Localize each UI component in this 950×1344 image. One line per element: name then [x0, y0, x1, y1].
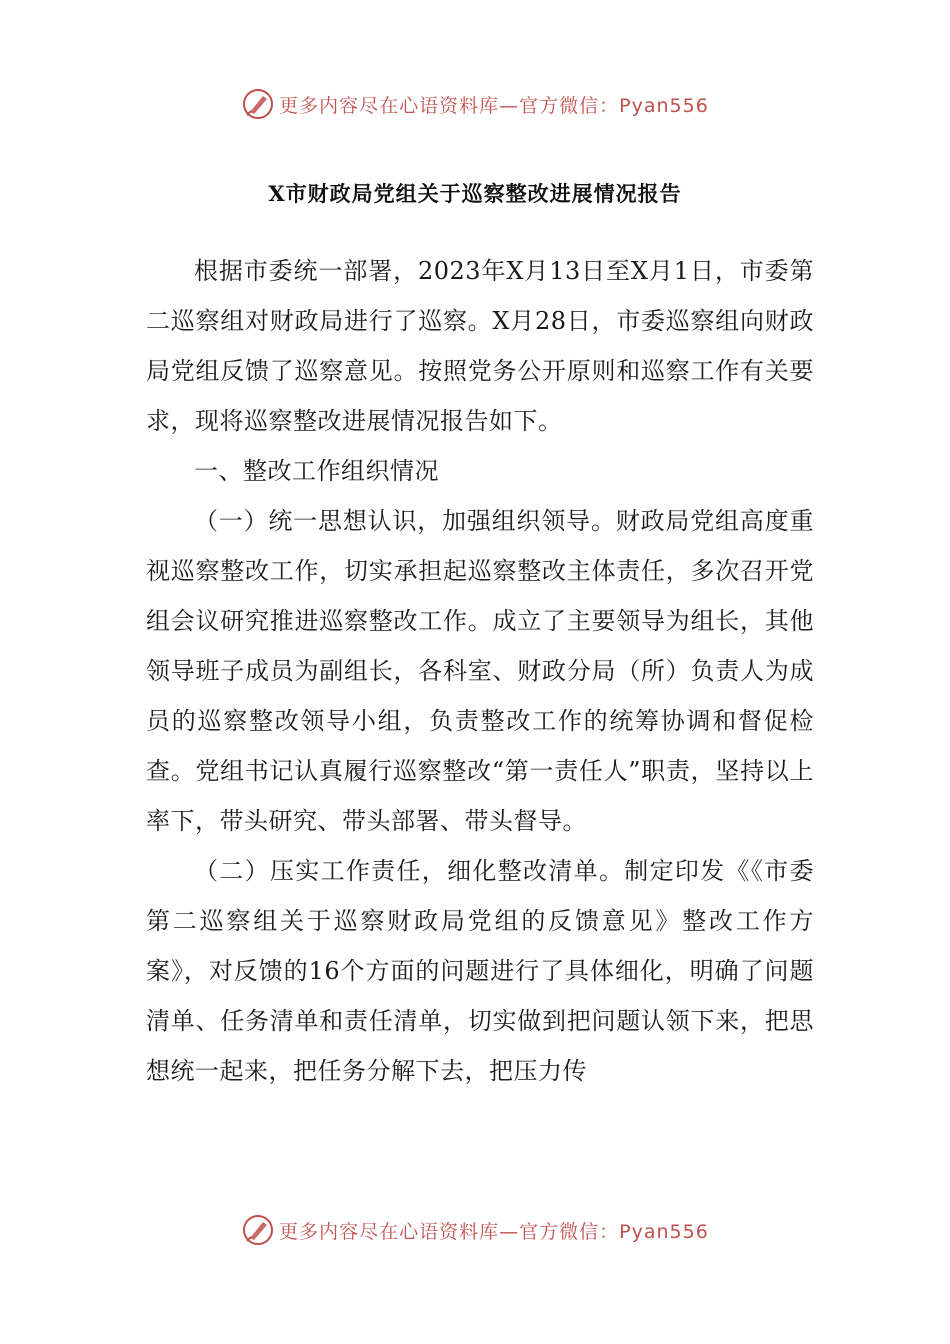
quill-pen-icon [241, 1213, 275, 1247]
watermark-footer [0, 1210, 950, 1250]
quill-pen-icon [241, 87, 275, 121]
paragraph: （二）压实工作责任，细化整改清单。制定印发《《市委第二巡察组关于巡察财政局党组的反馈意见》整改工作方案》，对反馈的16个方面的问题进行了具体细化，明确了问题清单、任务清单和责任清单，切实做到把问题认领下来，把思想统一起来，把任务分解下去，把压力传 [146, 857, 814, 1085]
section-heading: 一、整改工作组织情况 [194, 457, 439, 485]
watermark-text: 更多内容尽在心语资料库—官方微信：Pyan556 [279, 1220, 709, 1243]
watermark-text: 更多内容尽在心语资料库—官方微信：Pyan556 [279, 94, 709, 117]
watermark-header [0, 84, 950, 124]
document-title: X市财政局党组关于巡察整改进展情况报告 [268, 181, 682, 206]
paragraph: （一）统一思想认识，加强组织领导。财政局党组高度重视巡察整改工作，切实承担起巡察整改主体责任，多次召开党组会议研究推进巡察整改工作。成立了主要领导为组长，其他领导班子成员为副组长，各科室、财政分局（所）负责人为成员的巡察整改领导小组，负责整改工作的统筹协调和督促检查。党组书记认真履行巡察整改“第一责任人”职责，坚持以上率下，带头研究、带头部署、带头督导。 [146, 507, 814, 835]
paragraph: 根据市委统一部署，2023年X月13日至X月1日，市委第二巡察组对财政局进行了巡察。X月28日，市委巡察组向财政局党组反馈了巡察意见。按照党务公开原则和巡察工作有关要求，现将巡察整改进展情况报告如下。 [146, 257, 814, 435]
document-body [146, 246, 814, 1096]
